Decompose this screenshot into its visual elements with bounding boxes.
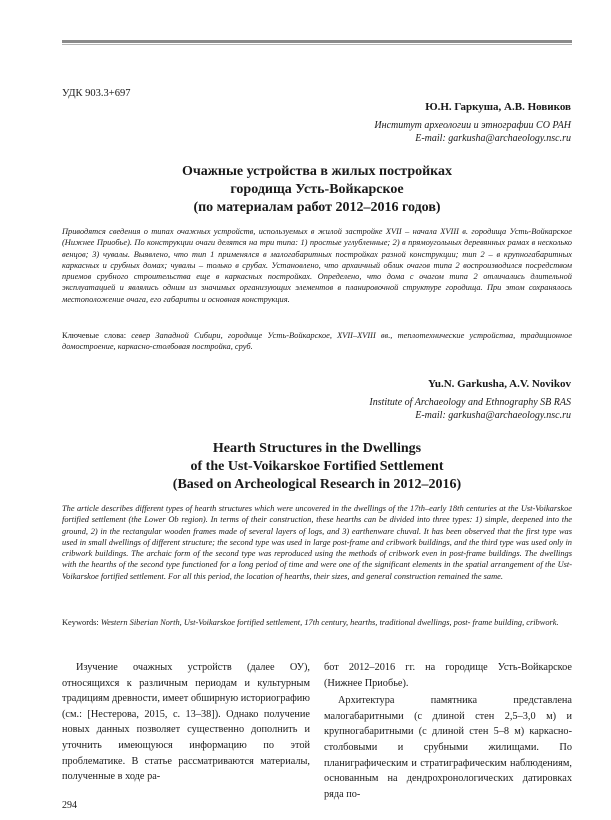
abstract-en: The article describes different types of hearth structures which were uncovered in the dwellings of the 17th–early 18th centuries at the Ust-Voikarskoe fortified settlement (the Lower Ob region). In terms of their construction, these hearths can be divided into three types: 1) simple, deepened into the ground, 2) in the rectangular wooden frames made of several layers of logs, and 3) earthenware chuval. It has been observed that the first type was used in small dwellings of different structure; the second type was used in large post-frame and cribwork buildings, and the third type was used only in cribwork buildings. The archaic form of the second type was reproduced using the methods of cribwork even in post-frame buildings. The dwellings with the hearths of the second type functioned for a long period of time and were one of the significant elements in the spatial arrangement of the Ust-Voikarskoe fortified settlement. For all this period, the location of hearths, their sizes, and general construction remained the same. <box>62 504 572 581</box>
title-en-line: Hearth Structures in the Dwellings <box>212 441 422 456</box>
body-paragraph: Архитектура памятника представлена малогабаритными (с длиной стен 2,5–3,0 м) и крупногабаритными (с длиной стен 5–8 м) каркасно-столбовыми и срубными жилищами. По планиграфическим и стратиграфическим наблюдениям, основанным на дендрохронологических датировках ряда по- <box>324 695 572 800</box>
title-en-line: of the Ust-Voikarskoe Fortified Settlement <box>190 459 444 474</box>
keywords-text-ru: север Западной Сибири, городище Усть-Войкарское, XVII–XVIII вв., теплотехнические устройства, традиционное домостроение, каркасно-столбовая постройка, сруб. <box>62 331 573 352</box>
authors-en: Yu.N. Garkusha, A.V. Novikov <box>427 378 571 390</box>
body-column-left <box>62 660 310 785</box>
body-paragraph: бот 2012–2016 гг. на городище Усть-Войкарское (Нижнее Приобье). <box>324 662 572 689</box>
keywords-label-en: Keywords: <box>62 618 101 627</box>
udk-code: УДК 903.3+697 <box>62 88 131 99</box>
page-number: 294 <box>62 800 77 811</box>
title-en <box>62 440 572 494</box>
title-ru-line: городища Усть-Войкарское <box>230 182 404 197</box>
title-ru-line: Очажные устройства в жилых постройках <box>181 164 453 179</box>
email-en: E-mail: garkusha@archaeology.nsc.ru <box>415 410 571 421</box>
keywords-en <box>62 617 572 628</box>
keywords-label-ru: Ключевые слова: <box>62 331 132 340</box>
institution-en: Institute of Archaeology and Ethnography SB RAS <box>369 397 571 408</box>
title-en-line: (Based on Archeological Research in 2012–2016) <box>172 477 462 492</box>
title-ru-line: (по материалам работ 2012–2016 годов) <box>193 200 441 215</box>
authors-ru: Ю.Н. Гаркуша, А.В. Новиков <box>425 101 571 113</box>
keywords-text-en: Western Siberian North, Ust-Voikarskoe fortified settlement, 17th century, hearths, traditional dwellings, post- frame building, cribwork. <box>100 618 559 627</box>
header-rule-thin <box>62 44 572 45</box>
body-paragraph: Изучение очажных устройств (далее ОУ), относящихся к различным периодам и культурным традициям древности, имеет обширную историографию (см.: [Нестерова, 2015, с. 13–38]). Однако получение новых данных позволяет существенно дополнить и уточнить имеющуюся информацию по этой проблематике. В статье рассматриваются материалы, полученные в ходе ра- <box>62 662 310 783</box>
affiliation-ru <box>374 119 571 145</box>
body-column-right <box>324 660 572 802</box>
abstract-ru: Приводятся сведения о типах очажных устройств, используемых в жилой застройке XVII – начала XVIII в. городища Усть-Войкарское (Нижнее Приобье). По конструкции очаги делятся на три типа: 1) простые углубленные; 2) в прямоугольных деревянных рамах в несколько венцов; 3) чувалы. Выявлено, что тип 1 применялся в малогабаритных постройках разной конструкции; тип 2 – в крупногабаритных каркасных и срубных домах; чувалы – только в срубах. Установлено, что архаичный облик очагов типа 2 воспроизводился посредством приемов срубного строительства еще в каркасных постройках. Определено, что дома с очагом типа 2 отличались длительной эксплуатацией и являлись одним из значимых организующих элементов в планировочной структуре городища. При этом сохранялось местоположение очага, его габариты и основная конструкция. <box>62 227 572 304</box>
header-rule <box>62 40 572 43</box>
title-ru <box>62 163 572 217</box>
affiliation-en <box>369 396 571 422</box>
email-ru: E-mail: garkusha@archaeology.nsc.ru <box>415 133 571 144</box>
keywords-ru <box>62 330 572 353</box>
institution-ru: Институт археологии и этнографии СО РАН <box>374 120 571 131</box>
